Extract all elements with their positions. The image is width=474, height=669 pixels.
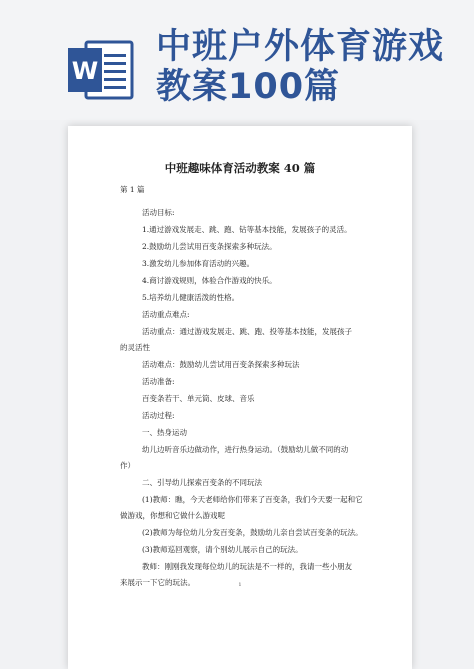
svg-text:W: W — [71, 57, 99, 85]
doc-line: 4.商讨游戏规则，体验合作游戏的快乐。 — [142, 276, 277, 285]
banner-title: 中班户外体育游戏教案100篇 — [156, 27, 445, 107]
document-title: 中班趣味体育活动教案 40 篇 — [164, 161, 316, 175]
doc-line: 作） — [120, 461, 135, 470]
doc-line: 幼儿边听音乐边做动作，进行热身运动。（鼓励幼儿做不同的动 — [142, 445, 349, 454]
doc-line: 2.鼓励幼儿尝试用百变条探索多种玩法。 — [142, 242, 277, 251]
banner — [0, 0, 474, 120]
doc-line: 3.激发幼儿参加体育活动的兴趣。 — [142, 259, 255, 268]
section-label: 第 1 篇 — [120, 185, 145, 194]
doc-line: 活动目标: — [142, 208, 175, 217]
document-page — [68, 126, 412, 669]
doc-line: 百变条若干、单元筒、皮球、音乐 — [142, 394, 255, 403]
doc-line: 二、引导幼儿探索百变条的不同玩法 — [142, 478, 262, 487]
doc-line: 5.培养幼儿健康活泼的性格。 — [142, 293, 240, 302]
doc-line: 做游戏，你想和它做什么游戏呢 — [120, 511, 225, 520]
doc-line: 1.通过游戏发展走、跳、跑、钻等基本技能，发展孩子的灵活。 — [142, 225, 352, 234]
page-number: 1 — [238, 582, 242, 588]
doc-line: 活动重点：通过游戏发展走、跳、跑、投等基本技能，发展孩子 — [142, 327, 352, 336]
doc-line: 一、热身运动 — [142, 428, 187, 437]
doc-line: (1)教师：瞧，今天老师给你们带来了百变条，我们今天要一起和它 — [142, 495, 363, 504]
doc-line: 活动难点：鼓励幼儿尝试用百变条探索多种玩法 — [142, 360, 300, 369]
word-icon — [66, 38, 134, 102]
doc-line: 活动过程: — [142, 411, 175, 420]
doc-line: 活动重点难点: — [142, 310, 190, 319]
doc-line: 的灵活性 — [120, 343, 150, 352]
doc-line: 教师：刚刚我发现每位幼儿的玩法是不一样的，我请一些小朋友 — [142, 562, 352, 571]
doc-line: (2)教师为每位幼儿分发百变条，鼓励幼儿亲自尝试百变条的玩法。 — [142, 528, 363, 537]
doc-line: (3)教师巡回观察，请个别幼儿展示自己的玩法。 — [142, 545, 303, 554]
doc-line: 活动准备: — [142, 377, 175, 386]
doc-line: 来展示一下它的玩法。 — [120, 578, 195, 587]
